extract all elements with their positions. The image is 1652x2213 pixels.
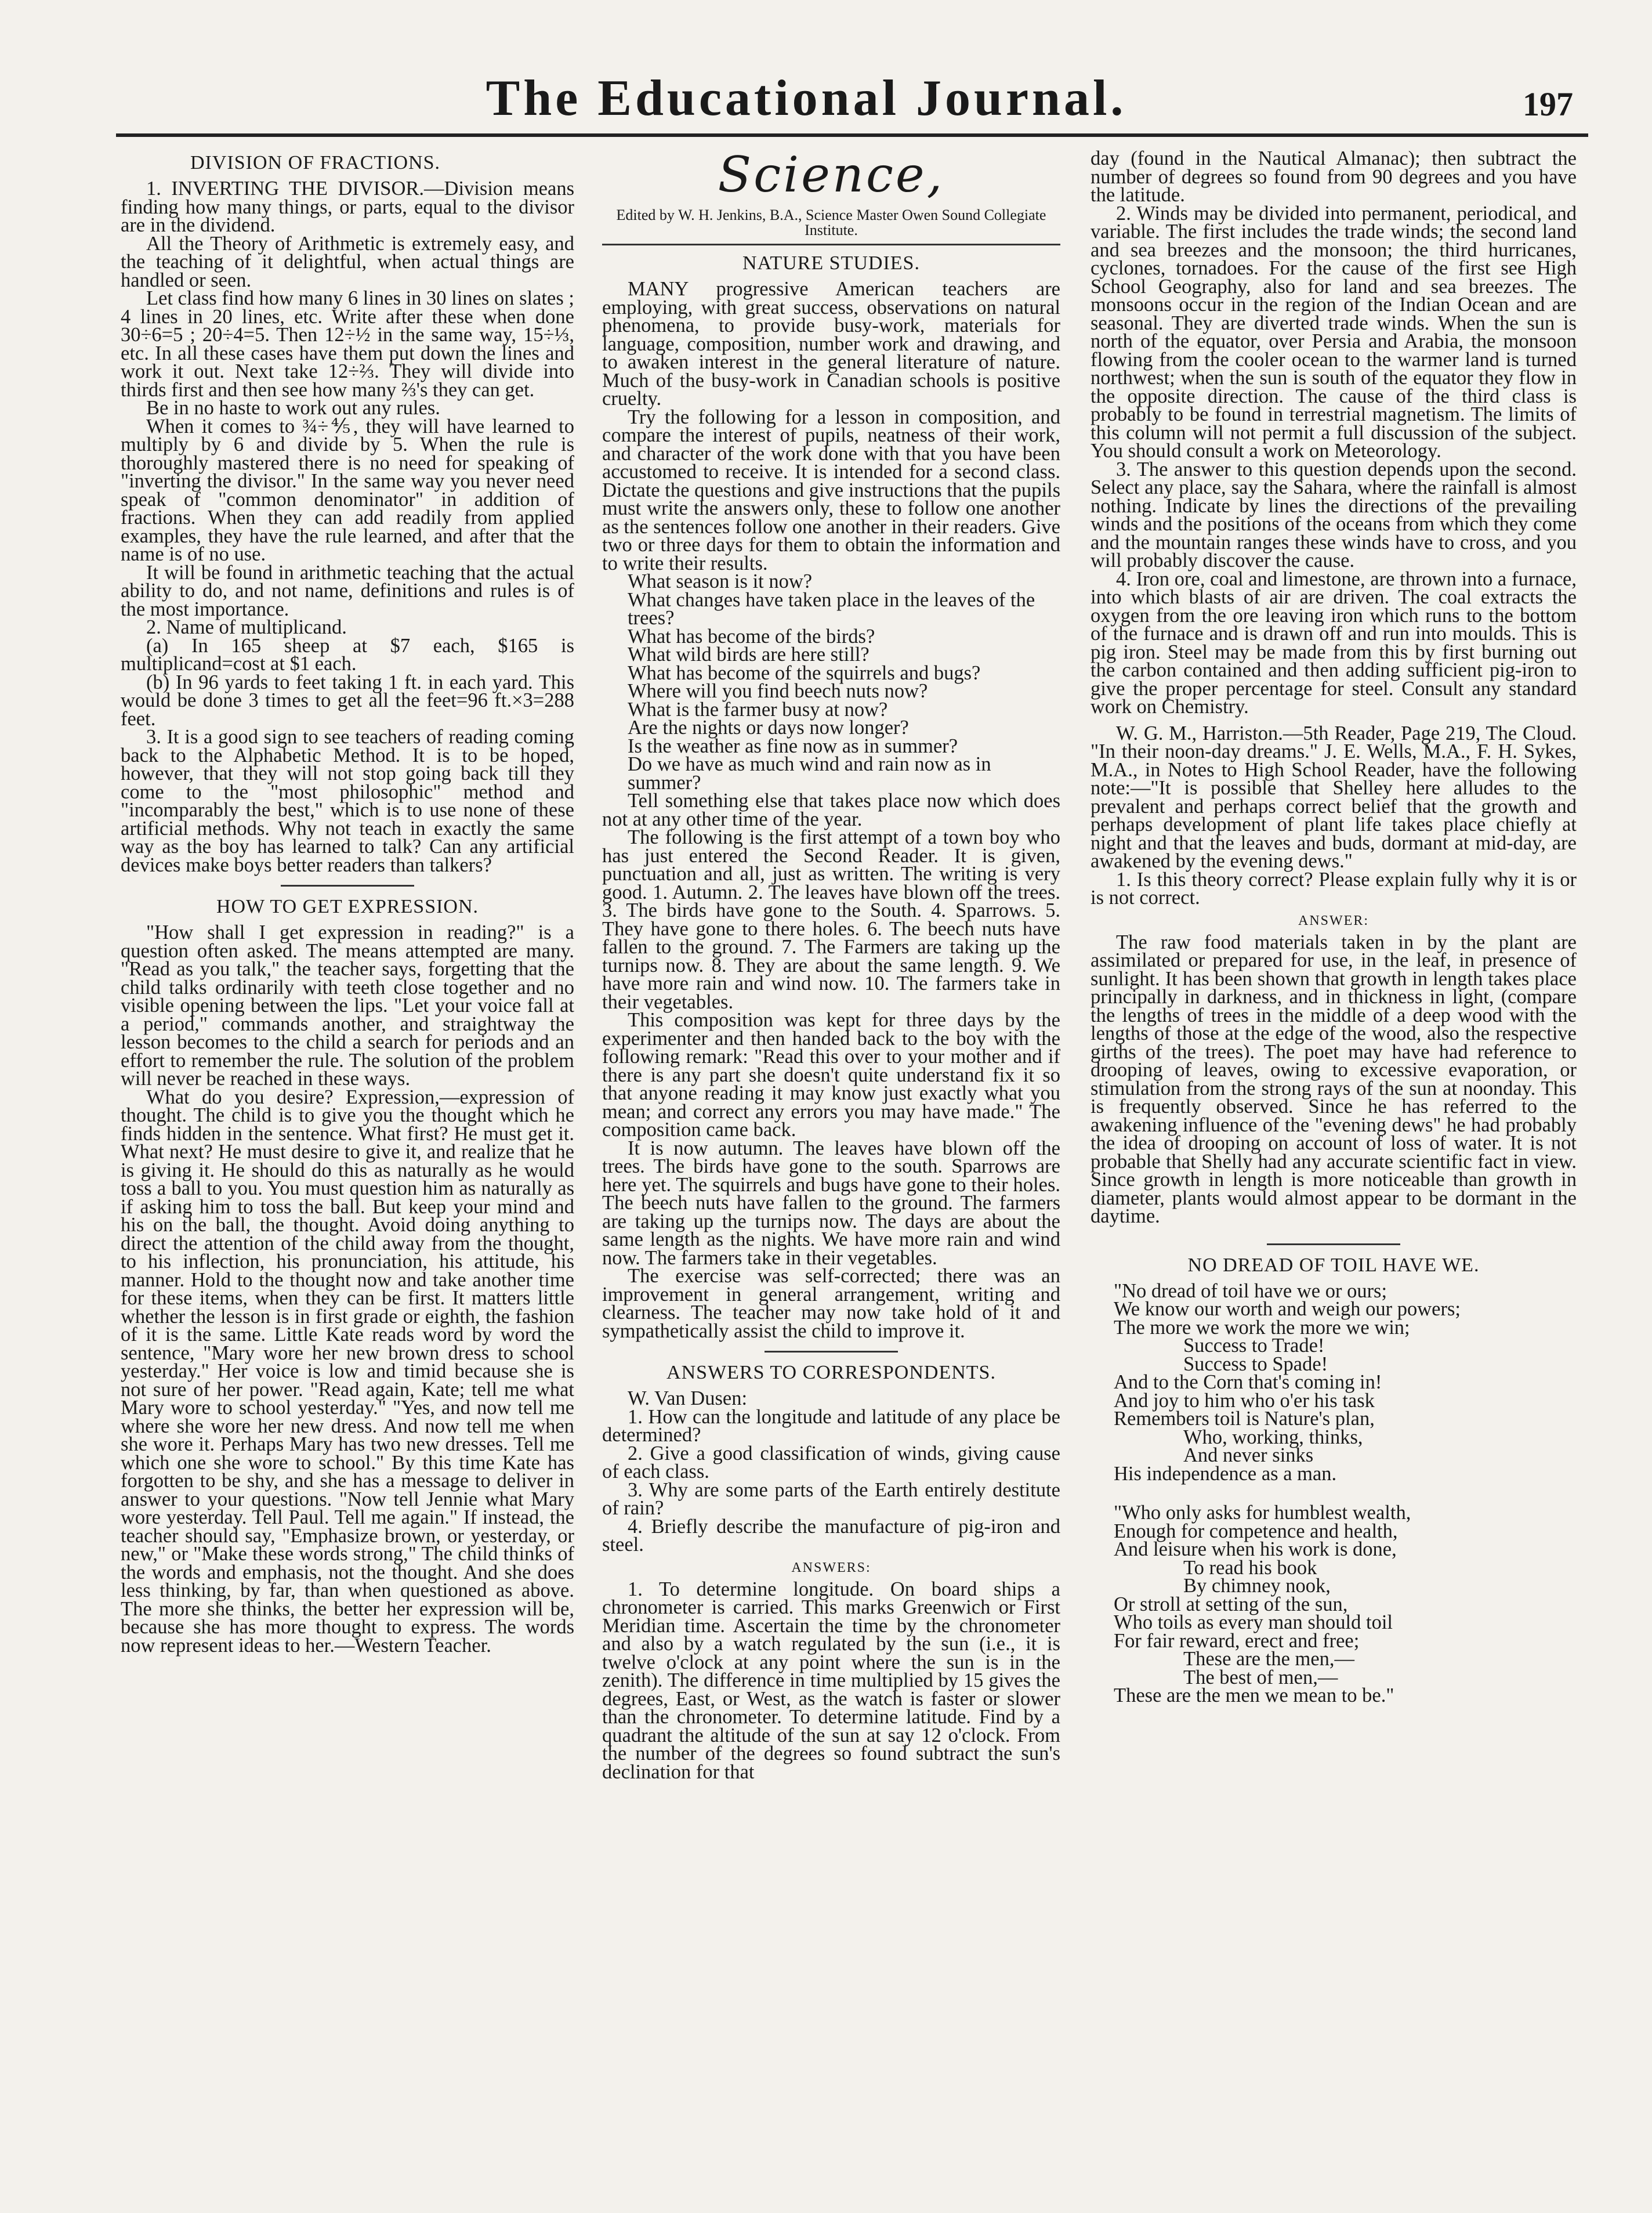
page-number: 197: [1523, 85, 1573, 123]
question-item: What changes have taken place in the leaves of the trees?: [628, 588, 1035, 629]
answer-paragraph: 4. Iron ore, coal and limestone, are thrown into a furnace, into which blasts of air are driven. The coal extracts the oxygen from the ore leaving iron which runs to the bottom of the furnace and is drawn off and run into moulds. This is pig iron. Steel may be made from this by first burning out the carbon contained and then adding sufficient pig-iron to give the proper percentage for steel. Consult any standard work on Chemistry.: [1091, 567, 1577, 718]
poem-line: For fair reward, erect and free;: [1114, 1629, 1360, 1652]
correspondent-question: 2. Give a good classification of winds, giving cause of each class.: [602, 1442, 1060, 1482]
nature-questions: [602, 570, 1060, 794]
expression-paragraph: "How shall I get expression in reading?" is a question often asked. The means attempted are many. "Read as you talk," the teacher says, forgetting that the child talks ordinarily with teeth close together and no visible opening between the lips. "Let your voice fall at a period," commands another, and straightway the lesson becomes to the child a search for periods and an effort to remember the rule. The solution of the problem will never be reached in these ways.: [121, 921, 574, 1090]
poem-line: Success to Trade!: [1183, 1335, 1325, 1357]
division-paragraph: 2. Name of multiplicand.: [146, 616, 347, 638]
poem-line: "No dread of toil have we or ours;: [1114, 1279, 1387, 1302]
poem-line: And to the Corn that's coming in!: [1114, 1371, 1382, 1393]
nature-article-body: [602, 792, 1060, 1340]
poem-line: The best of men,—: [1183, 1666, 1338, 1688]
nature-heading: NATURE STUDIES.: [742, 252, 920, 274]
poem-line: And joy to him who o'er his task: [1114, 1389, 1375, 1412]
correspondent-question: 3. Why are some parts of the Earth entirely destitute of rain?: [602, 1478, 1060, 1519]
nature-paragraph: Try the following for a lesson in composition, and compare the interest of pupils, neatness of their work, and character of the work done with that you have been accustomed to receive. It is intended for a second class. Dictate the questions and give instructions that the pupils must write the answers only, these to follow one another as the sentences follow one another in their readers. Give two or three days for them to obtain the information and to write their results.: [602, 406, 1060, 574]
masthead: [0, 70, 1652, 126]
answer-paragraph: 1. To determine longitude. On board ships a chronometer is carried. This marks Greenwich or First Meridian time. Ascertain the time by the chronometer and also by a watch regulated by the sun (i.e., it is twelve o'clock at any point where the sun is in the zenith). The difference in time multiplied by 15 gives the degrees, East, or West, as the watch is faster or slower than the chronometer. To determine latitude. Find by a quadrant the altitude of the sun at say 12 o'clock. From the number of the degrees so found subtract the sun's declination for that: [602, 1578, 1060, 1783]
expression-heading: HOW TO GET EXPRESSION.: [216, 896, 479, 917]
answers-subhead: ANSWERS:: [791, 1560, 871, 1575]
poem-line: We know our worth and weigh our powers;: [1114, 1298, 1461, 1320]
poem-line: Enough for competence and health,: [1114, 1520, 1398, 1542]
science-section-title: Science,: [718, 146, 945, 203]
answer-paragraph: day (found in the Nautical Almanac); then subtract the number of degrees so found from 90 degrees and you have the latitude.: [1091, 147, 1577, 206]
answer-subhead: ANSWER:: [1298, 913, 1369, 928]
divider: [281, 885, 414, 887]
column-2: [602, 146, 1060, 1783]
poem-line: And never sinks: [1183, 1444, 1314, 1466]
poem-line: And leisure when his work is done,: [1114, 1538, 1397, 1560]
question-item: Are the nights or days now longer?: [628, 717, 909, 739]
divider: [765, 1351, 898, 1353]
question-item: What has become of the birds?: [628, 625, 875, 648]
wgm-question: 1. Is this theory correct? Please explain fully why it is or is not correct.: [1091, 868, 1577, 909]
poem-line: By chimney nook,: [1183, 1575, 1331, 1597]
editor-credit: Edited by W. H. Jenkins, B.A., Science Master Owen Sound Collegiate Institute.: [616, 207, 1046, 238]
poem-line: Who, working, thinks,: [1183, 1426, 1363, 1448]
poem-stanza-2: [1091, 1504, 1577, 1705]
question-item: What is the farmer busy at now?: [628, 698, 888, 721]
division-paragraph: 1. INVERTING THE DIVISOR.—Division means finding how many things, or parts, equal to the divisor are in the dividend.: [121, 178, 574, 236]
correspondent-questions: [602, 1405, 1060, 1556]
column-3: [1091, 147, 1577, 1706]
question-item: Is the weather as fine now as in summer?: [628, 735, 958, 757]
journal-title: The Educational Journal.: [486, 70, 1127, 126]
poem-line: To read his book: [1183, 1556, 1317, 1579]
expression-paragraph: What do you desire? Expression,—expression of thought. The child is to give you the thought which he finds hidden in the sentence. What first? He must get it. What next? He must desire to give it, and realize that he is giving it. He should do this as naturally as he would toss a ball to you. You must question him as naturally as if asking him to toss the ball. But keep your mind and his on the ball, the thought. Avoid doing anything to direct the attention of the child away from the thought, to his inflection, his pronunciation, his attitude, his manner. Hold to the thought now and take another time for these items, when they can be first. It matters little whether the lesson is in first grade or eighth, the fashion of it is the same. Little Kate reads word by word the sentence, "Mary wore her new brown dress to school yesterday." Her voice is low and timid because she is not sure of her power. "Read again, Kate; tell me what Mary wore to school yesterday." "Yes, and now tell me where she wore her new dress. And now tell me when she wore it. Perhaps Mary has two new dresses. Tell me which one she wore to school." By this time Kate has forgotten to be shy, and she has a message to deliver in answer to your questions. "Now tell Jennie what Mary wore yesterday. Tell Paul. Tell me again." If instead, the teacher should say, "Emphasize brown, or yesterday, or new," or "Make these words strong," The child thinks of the words and emphasis, not the thought. And she does less thinking, by far, than when questioned as above. The more she thinks, the better her expression will be, because she has more thought to express. The words now represent ideas to her.—Western Teacher.: [121, 1086, 574, 1657]
question-item: What wild birds are here still?: [628, 643, 870, 666]
poem-line: "Who only asks for humblest wealth,: [1114, 1502, 1411, 1524]
poem-title: NO DREAD OF TOIL HAVE WE.: [1187, 1254, 1480, 1276]
division-paragraph: (b) In 96 yards to feet taking 1 ft. in each yard. This would be done 3 times to get all the feet=96 ft.×3=288 feet.: [121, 671, 574, 730]
header-rule: [116, 133, 1588, 137]
wgm-letter: W. G. M., Harriston.—5th Reader, Page 219, The Cloud. "In their noon-day dreams." J. E. Wells, M.A., F. H. Sykes, M.A., in Notes to High School Reader, have the following note:—"It is possible that Shelley here alludes to the prevalent and perhaps correct belief that the growth and perhaps development of plant life takes place chiefly at night and that the leaves and buds, dormant at mid-day, are awakened by the evening dews.": [1091, 722, 1577, 872]
correspondent-name: W. Van Dusen:: [628, 1387, 748, 1409]
stanza-gap: [1091, 1483, 1577, 1504]
question-item: Where will you find beech nuts now?: [628, 680, 928, 702]
nature-paragraph: This composition was kept for three days by the experimenter and then handed back to the boy with the following remark: "Read this over to your mother and if there is any part she doesn't quite understand fix it so that anyone reading it may know just exactly what you mean; and correct any errors you may have made." The composition came back.: [602, 1009, 1060, 1141]
nature-paragraph: It is now autumn. The leaves have blown off the trees. The birds have gone to the south. Sparrows are here yet. The squirrels and bugs have gone to their holes. The beech nuts have fallen to the ground. The farmers are taking up the turnips now. The days are about the same length as the nights. We have more rain and wind now. The farmers take in their vegetables.: [602, 1137, 1060, 1269]
nature-paragraph: The following is the first attempt of a town boy who has just entered the Second Reader. It is given, punctuation and all, just as written. The writing is very good. 1. Autumn. 2. The leaves have blown off the trees. 3. The birds have gone to the South. 4. Sparrows. 5. They have gone to there holes. 6. The beech nuts have fallen to the ground. 7. The Farmers are taking up the turnips now. 8. They are about the same length. 9. We have more rain and wind now. 10. The farmers take in their vegetables.: [602, 826, 1060, 1013]
nature-paragraph: Tell something else that takes place now which does not at any other time of the year.: [602, 790, 1060, 830]
division-paragraph: (a) In 165 sheep at $7 each, $165 is multiplicand=cost at $1 each.: [121, 634, 574, 675]
poem-line: Who toils as every man should toil: [1114, 1611, 1393, 1633]
answers-heading: ANSWERS TO CORRESPONDENTS.: [666, 1362, 996, 1383]
poem-line: These are the men,—: [1183, 1648, 1355, 1670]
division-paragraph: 3. It is a good sign to see teachers of reading coming back to the Alphabetic Method. It is to be hoped, however, that they will not stop going back till they come to the "most philosophic" method and "incomparably the best," which is to use none of these artificial methods. Why not teach in exactly the same way as the boy has learned to talk? Can any artificial devices make boys better readers than talkers?: [121, 726, 574, 876]
division-paragraph: Let class find how many 6 lines in 30 lines on slates ; 4 lines in 20 lines, etc. Write after these when done 30÷6=5 ; 20÷4=5. Then 12÷½ in the same way, 15÷⅓, etc. In all these cases have them put down the lines and work it out. Next take 12÷⅔. They will divide into thirds first and then see how many ⅔'s they can get.: [121, 287, 574, 401]
expression-article: [121, 921, 574, 1657]
answers-continued: [1091, 202, 1577, 718]
credit-rule: [602, 244, 1060, 245]
nature-article-intro: [602, 280, 1060, 573]
poem-line: Remembers toil is Nature's plan,: [1114, 1408, 1375, 1430]
poem-stanza-1: [1091, 1279, 1577, 1485]
nature-paragraph: MANY progressive American teachers are employing, with great success, observations on natural phenomena, to provide busy-work, materials for language, composition, number work and drawing, and to awaken interest in the general literature of nature. Much of the busy-work in Canadian schools is positive cruelty.: [602, 278, 1060, 410]
answer-paragraph: The raw food materials taken in by the plant are assimilated or prepared for use, in the leaf, in presence of sunlight. It has been shown that growth in length takes place principally in darkness, and in thickness in light, (compare the lengths of trees in the middle of a deep wood with the lengths of those at the edge of the wood, also the respective girths of the trees). The poet may have had reference to drooping of leaves, owing to excessive evaporation, or stimulation from the strong rays of the sun at noonday. This is frequently observed. Since he has referred to the awakening influence of the "evening dews" he had probably the idea of drooping on account of loss of water. It is not probable that Shelly had any accurate scientific fact in view. Since growth in length is more noticeable than growth in diameter, plants would almost appear to be dormant in the daytime.: [1091, 931, 1577, 1227]
question-item: What has become of the squirrels and bugs?: [628, 661, 981, 684]
nature-paragraph: The exercise was self-corrected; there was an improvement in general arrangement, writing and clearness. The teacher may now take hold of it and sympathetically assist the child to improve it.: [602, 1265, 1060, 1342]
question-item: What season is it now?: [628, 570, 813, 592]
poem-line: Or stroll at setting of the sun,: [1114, 1593, 1348, 1615]
answer-paragraph: 3. The answer to this question depends upon the second. Select any place, say the Sahara, where the rainfall is almost nothing. Indicate by lines the directions of the prevailing winds and the positions of the oceans from which they come and the mountain ranges these winds have to cross, and you will probably discover the cause.: [1091, 458, 1577, 572]
question-item: Do we have as much wind and rain now as in summer?: [628, 753, 991, 794]
division-paragraph: When it comes to ¾÷⅘, they will have learned to multiply by 6 and divide by 5. When the rule is thoroughly mastered there is no need for speaking of "inverting the divisor." In the same way you never need speak of "common denominator" in addition of fractions. When they can add readily from applied examples, they have the rule learned, and after that the name is of no use.: [121, 415, 574, 565]
division-paragraph: It will be found in arithmetic teaching that the actual ability to do, and not name, definitions and rules is of the most importance.: [121, 561, 574, 620]
poem-line: The more we work the more we win;: [1114, 1316, 1410, 1339]
poem-line: These are the men we mean to be.": [1114, 1684, 1394, 1706]
correspondent-question: 4. Briefly describe the manufacture of pig-iron and steel.: [602, 1515, 1060, 1556]
division-paragraph: Be in no haste to work out any rules.: [146, 397, 440, 419]
answer-paragraph: 2. Winds may be divided into permanent, periodical, and variable. The first includes the trade winds; the second land and sea breezes and the monsoon; the third hurricanes, cyclones, tornadoes. For the cause of the first see High School Geography, also for land and sea breezes. The monsoons occur in the region of the Indian Ocean and are seasonal. They are diverted trade winds. When the sun is north of the equator, over Persia and Arabia, the monsoon flowing from the cooler ocean to the warmer land is turned northwest; when the sun is south of the equator they flow in the opposite direction. The cause of the third class is probably to be found in terrestrial magnetism. The limits of this column will not permit a full discussion of the subject. You should consult a work on Meteorology.: [1091, 202, 1577, 462]
poem-line: His independence as a man.: [1114, 1462, 1337, 1485]
column-1: [121, 150, 574, 1655]
division-article: [121, 180, 574, 874]
division-paragraph: All the Theory of Arithmetic is extremely easy, and the teaching of it delightful, when actual things are handled or seen.: [121, 232, 574, 291]
division-heading: DIVISION OF FRACTIONS.: [190, 152, 440, 173]
poem-line: Success to Spade!: [1183, 1353, 1328, 1375]
correspondent-question: 1. How can the longitude and latitude of any place be determined?: [602, 1405, 1060, 1446]
divider: [1267, 1243, 1400, 1245]
